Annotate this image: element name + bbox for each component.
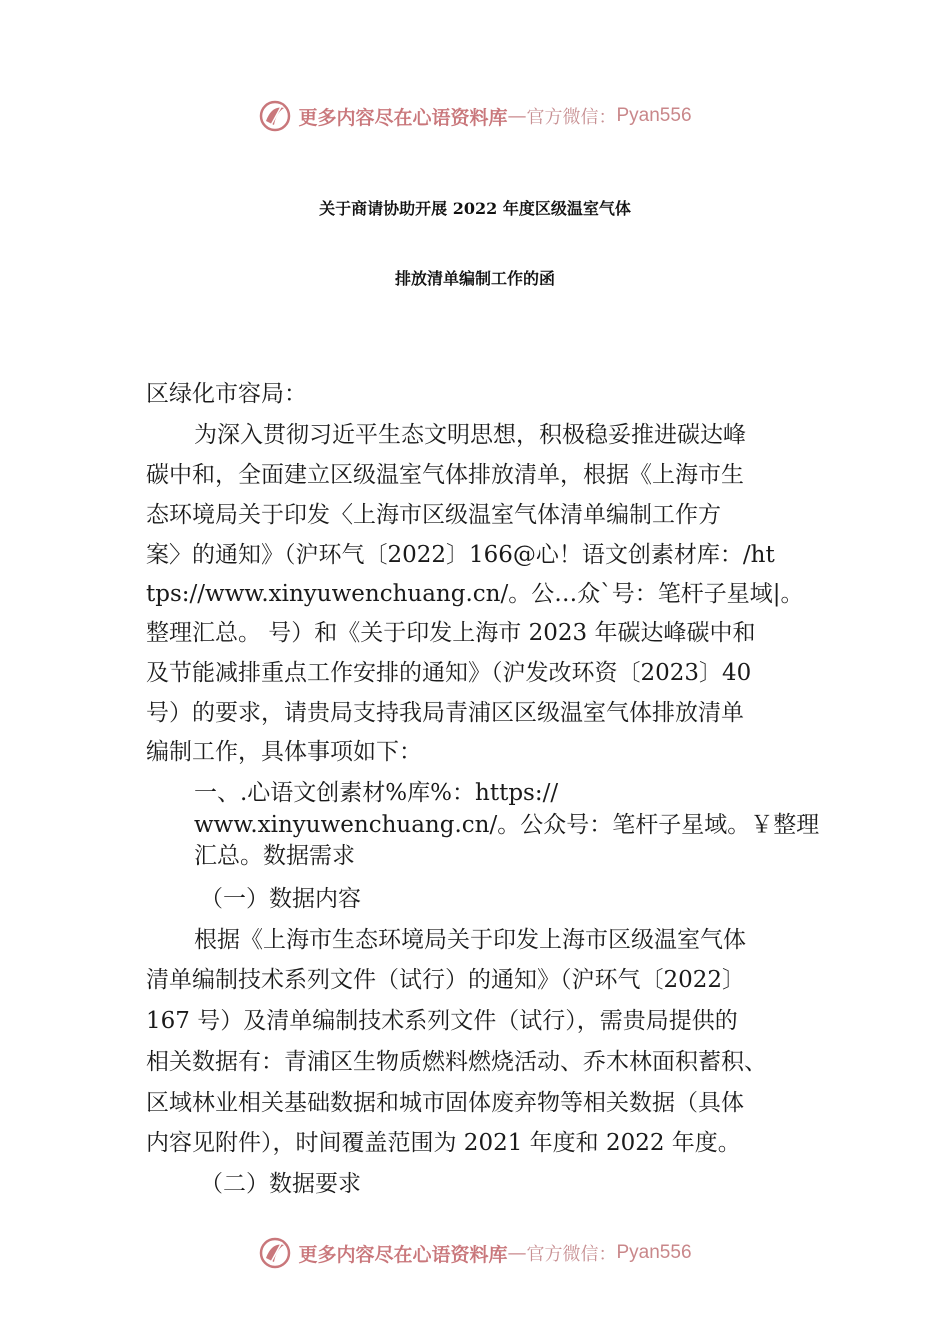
watermark-footer — [0, 1233, 950, 1273]
logo-icon — [258, 99, 292, 133]
body-line: 编制工作，具体事项如下： — [146, 739, 422, 765]
watermark-header — [0, 96, 950, 136]
subsection-heading-data-content: （一）数据内容 — [200, 886, 361, 912]
body-line: 内容见附件），时间覆盖范围为 2021 年度和 2022 年度。 — [146, 1130, 741, 1156]
body-line: 167 号）及清单编制技术系列文件（试行），需贵局提供的 — [146, 1008, 738, 1034]
document-title-line-1: 关于商请协助开展 2022 年度区级温室气体 — [319, 199, 631, 218]
body-line: 及节能减排重点工作安排的通知》（沪发改环资〔2023〕40 — [146, 660, 752, 686]
watermark-separator: — — [507, 105, 527, 127]
logo-icon — [258, 1236, 292, 1270]
watermark-label: 官方微信： — [526, 107, 617, 128]
watermark-brand: 更多内容尽在心语资料库 — [298, 1243, 508, 1266]
body-line: 整理汇总。 号）和《关于印发上海市 2023 年碳达峰碳中和 — [146, 620, 756, 646]
body-line: tps://www.xinyuwenchuang.cn/。公…众`号：笔杆子星域|。 — [146, 581, 804, 607]
watermark-separator: — — [507, 1242, 527, 1264]
watermark-wechat-id: Pyan556 — [616, 105, 692, 126]
body-line: 案〉的通知》（沪环气〔2022〕166@心！语文创素材库：/ht — [146, 542, 775, 568]
body-line: 区域林业相关基础数据和城市固体废弃物等相关数据（具体 — [146, 1090, 744, 1116]
subsection-heading-data-requirements: （二）数据要求 — [200, 1171, 361, 1197]
section-heading-1-cont: www.xinyuwenchuang.cn/。公众号：笔杆子星域。￥整理 — [194, 812, 820, 838]
body-line: 为深入贯彻习近平生态文明思想，积极稳妥推进碳达峰 — [194, 422, 746, 448]
body-line: 清单编制技术系列文件（试行）的通知》（沪环气〔2022〕 — [146, 967, 746, 993]
watermark-wechat-id: Pyan556 — [616, 1242, 692, 1263]
body-line: 号）的要求，请贵局支持我局青浦区区级温室气体排放清单 — [146, 700, 744, 726]
watermark-label: 官方微信： — [526, 1244, 617, 1265]
body-line: 碳中和，全面建立区级温室气体排放清单，根据《上海市生 — [146, 462, 744, 488]
body-line: 态环境局关于印发〈上海市区级温室气体清单编制工作方 — [146, 502, 721, 528]
body-line: 相关数据有：青浦区生物质燃料燃烧活动、乔木林面积蓄积、 — [146, 1049, 767, 1075]
section-heading-1-cont: 汇总。数据需求 — [194, 843, 355, 869]
watermark-brand: 更多内容尽在心语资料库 — [298, 106, 508, 129]
salutation: 区绿化市容局： — [146, 381, 307, 407]
body-line: 根据《上海市生态环境局关于印发上海市区级温室气体 — [194, 927, 746, 953]
document-title-line-2: 排放清单编制工作的函 — [394, 269, 555, 288]
section-heading-1: 一、.心语文创素材%库%：https:// — [194, 780, 559, 806]
